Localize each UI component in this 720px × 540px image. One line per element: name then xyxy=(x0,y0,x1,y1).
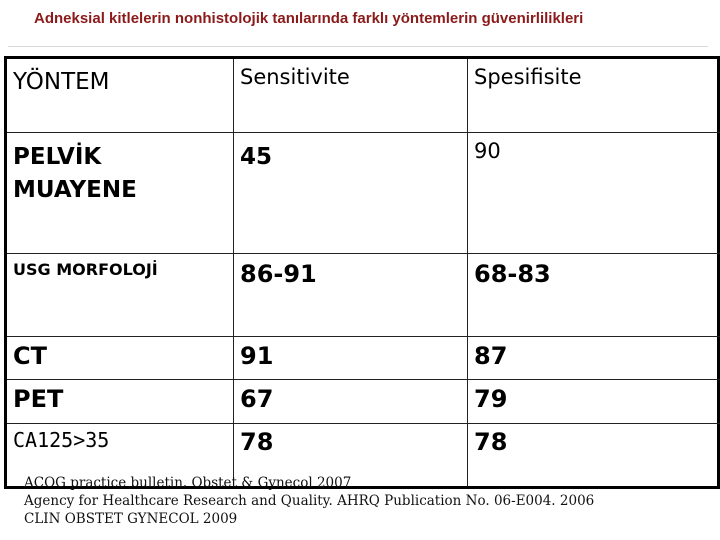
specificity-ct: 87 xyxy=(468,337,720,380)
reference-clin-obstet: CLIN OBSTET GYNECOL 2009 xyxy=(24,511,238,527)
method-ct: CT xyxy=(7,337,234,380)
header-sensitivity: Sensitivite xyxy=(234,59,468,133)
sensitivity-usg-morfoloji: 86-91 xyxy=(234,254,468,337)
reference-ahrq: Agency for Healthcare Research and Quality. AHRQ Publication No. 06-E004. 2006 xyxy=(24,493,595,509)
reference-acog: ACOG practice bulletin. Obstet & Gynecol 2007 xyxy=(24,475,352,491)
title-divider xyxy=(8,46,708,47)
references xyxy=(24,474,714,528)
method-usg-morfoloji: USG MORFOLOJİ xyxy=(7,254,234,337)
slide-title: Adneksial kitlelerin nonhistolojik tanılarında farklı yöntemlerin güvenirlilikleri xyxy=(34,10,584,27)
specificity-usg-morfoloji: 68-83 xyxy=(468,254,720,337)
specificity-pelvik-muayene: 90 xyxy=(468,133,720,254)
header-specificity: Spesifisite xyxy=(468,59,720,133)
sensitivity-ca125: 78 xyxy=(234,424,468,486)
sensitivity-pet: 67 xyxy=(234,380,468,424)
method-pelvik-muayene: PELVİK MUAYENE xyxy=(7,133,234,254)
specificity-pet: 79 xyxy=(468,380,720,424)
header-method: YÖNTEM xyxy=(7,59,234,133)
method-pet: PET xyxy=(7,380,234,424)
method-ca125: CA125>35 xyxy=(7,424,234,486)
methods-table xyxy=(4,56,720,489)
sensitivity-pelvik-muayene: 45 xyxy=(234,133,468,254)
sensitivity-ct: 91 xyxy=(234,337,468,380)
specificity-ca125: 78 xyxy=(474,428,508,456)
